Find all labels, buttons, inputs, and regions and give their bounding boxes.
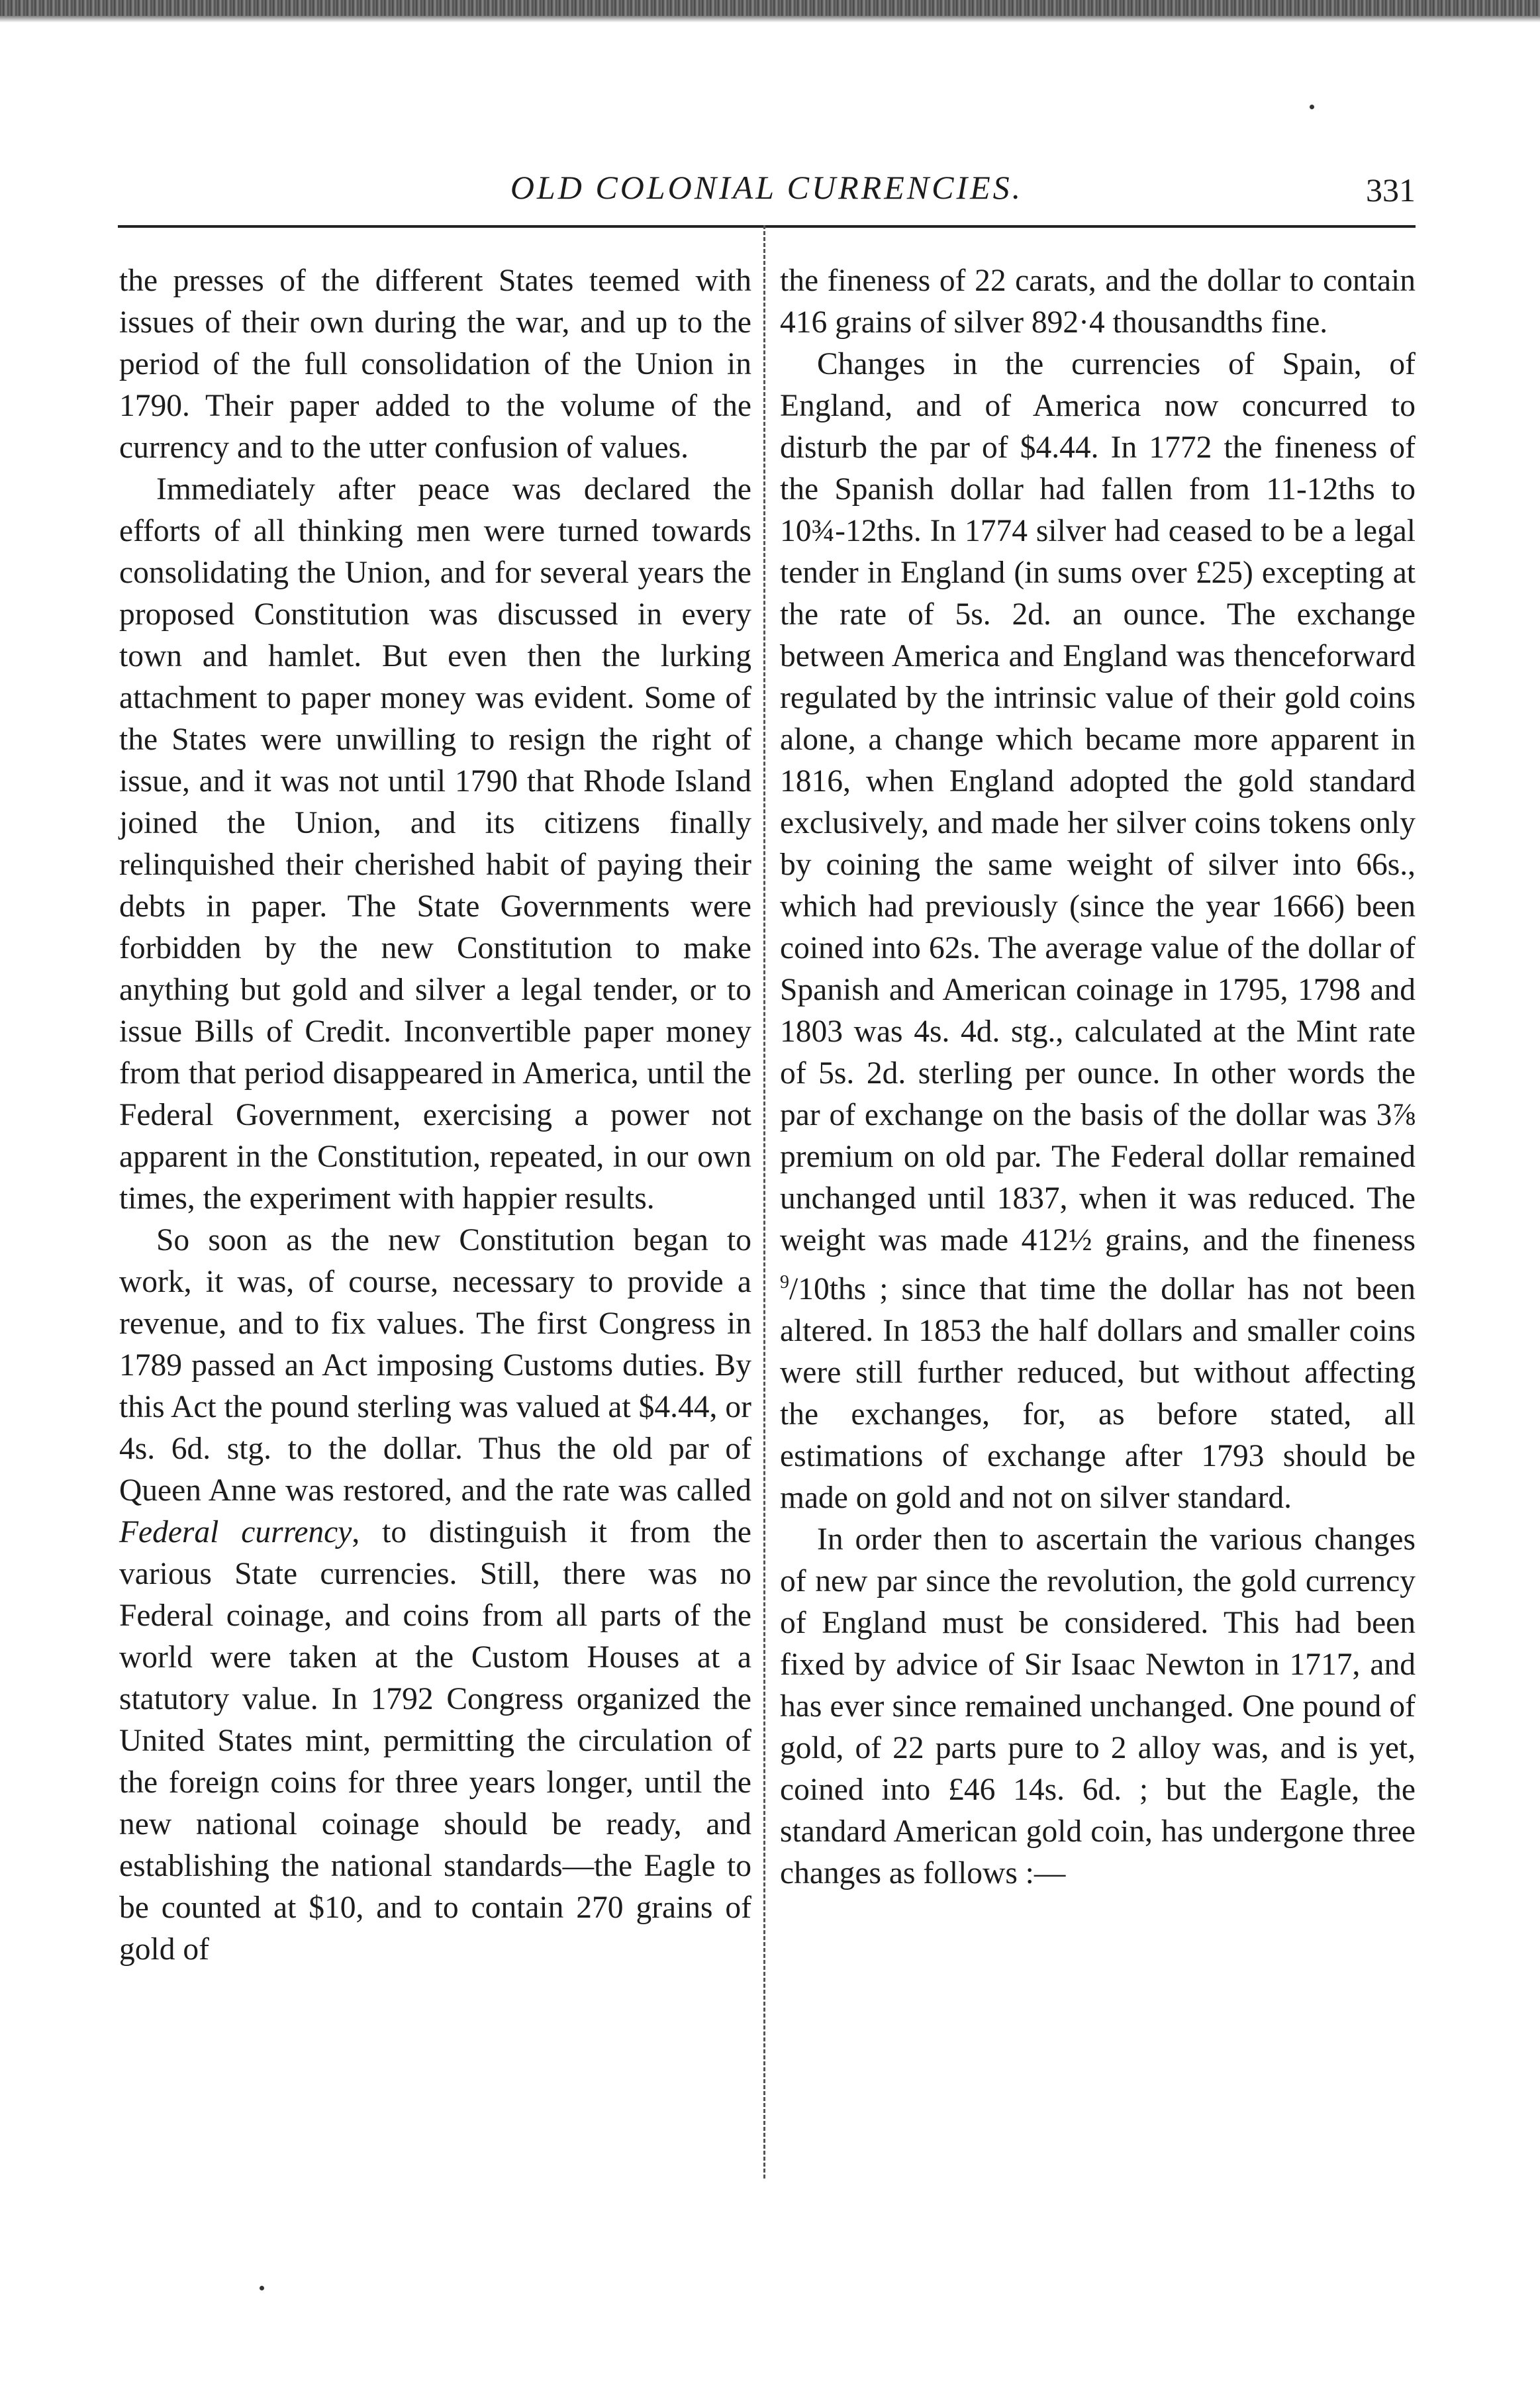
fraction-numerator: 9 (780, 1272, 789, 1293)
stray-ink-dot (260, 2286, 264, 2290)
running-title: OLD COLONIAL CURRENCIES. (510, 169, 1024, 206)
column-divider (763, 225, 765, 2179)
stray-ink-dot (1310, 105, 1314, 109)
paragraph: In order then to ascertain the various changes of new par since the revolution, the gold currency of England must be considered. This had been fixed by advice of Sir Isaac Newton in 1717, and has ever since remained unchanged. One pound of gold, of 22 parts pure to 2 alloy was, and is yet, coined into £46 14s. 6d. ; but the Eagle, the standard American gold coin, has undergone three changes as follows :— (780, 1522, 1416, 1890)
italic-term: Federal currency (119, 1515, 352, 1549)
scan-edge-artifact (0, 0, 1540, 23)
paragraph-text: /10ths ; since that time the dollar has not been altered. In 1853 the half dollars and smaller coins were still further reduced, but without affecting the exchanges, for, as before stated, all estimations of exchange after 1793 should be made on gold and not on silver standard. (780, 1271, 1416, 1515)
header-rule (118, 225, 1416, 228)
left-column (119, 260, 751, 1971)
paragraph (780, 344, 1416, 1519)
paragraph: Immediately after peace was declared the efforts of all thinking men were turned towards consolidating the Union, and for several years the proposed Constitution was discussed in every town and hamlet. But even then the lurking attachment to paper money was evident. Some of the States were unwilling to resign the right of issue, and it was not until 1790 that Rhode Island joined the Union, and its citizens finally relinquished their cherished habit of paying their debts in paper. The State Governments were forbidden by the new Constitution to make anything but gold and silver a legal tender, or to issue Bills of Credit. Inconvertible paper money from that period disappeared in America, until the Federal Government, exercising a power not apparent in the Constitution, repeated, in our own times, the experiment with happier results. (119, 472, 751, 1216)
paragraph-text: , to distinguish it from the various State currencies. Still, there was no Federal coinage, and coins from all parts of the world were taken at the Custom Houses at a statutory value. In 1792 Congress organized the United States mint, permitting the circulation of the foreign coins for three years longer, until the new national coinage should be ready, and establishing the national standards—the Eagle to be counted at $10, and to contain 270 grains of gold of (119, 1515, 751, 1967)
right-column (780, 260, 1416, 1894)
paragraph (119, 1220, 751, 1971)
page-header (118, 161, 1416, 214)
paragraph: the presses of the different States teemed with issues of their own during the war, and up to the period of the full consolidation of the Union in 1790. Their paper added to the volume of the currency and to the utter confusion of values. (119, 264, 751, 465)
paragraph: the fineness of 22 carats, and the dollar to contain 416 grains of silver 892·4 thousandths fine. (780, 264, 1416, 340)
page-number: 331 (1366, 172, 1416, 209)
paragraph-text: Changes in the currencies of Spain, of England, and of America now concurred to disturb the par of $4.44. In 1772 the fineness of the Spanish dollar had fallen from 11-12ths to 10¾-12ths. In 1774 silver had ceased to be a legal tender in England (in sums over £25) excepting at the rate of 5s. 2d. an ounce. The exchange between America and England was thenceforward regulated by the intrinsic value of their gold coins alone, a change which became more apparent in 1816, when England adopted the gold standard exclusively, and made her silver coins tokens only by coining the same weight of silver into 66s., which had previously (since the year 1666) been coined into 62s. The average value of the dollar of Spanish and American coinage in 1795, 1798 and 1803 was 4s. 4d. stg., calculated at the Mint rate of 5s. 2d. sterling per ounce. In other words the par of exchange on the basis of the dollar was 3⅞ premium on old par. The Federal dollar remained unchanged until 1837, when it was reduced. The weight was made 412½ grains, and the fineness (780, 347, 1416, 1257)
paragraph-text: So soon as the new Constitution began to work, it was, of course, necessary to provide a revenue, and to fix values. The first Congress in 1789 passed an Act imposing Customs duties. By this Act the pound sterling was valued at $4.44, or 4s. 6d. stg. to the dollar. Thus the old par of Queen Anne was restored, and the rate was called (119, 1223, 751, 1508)
